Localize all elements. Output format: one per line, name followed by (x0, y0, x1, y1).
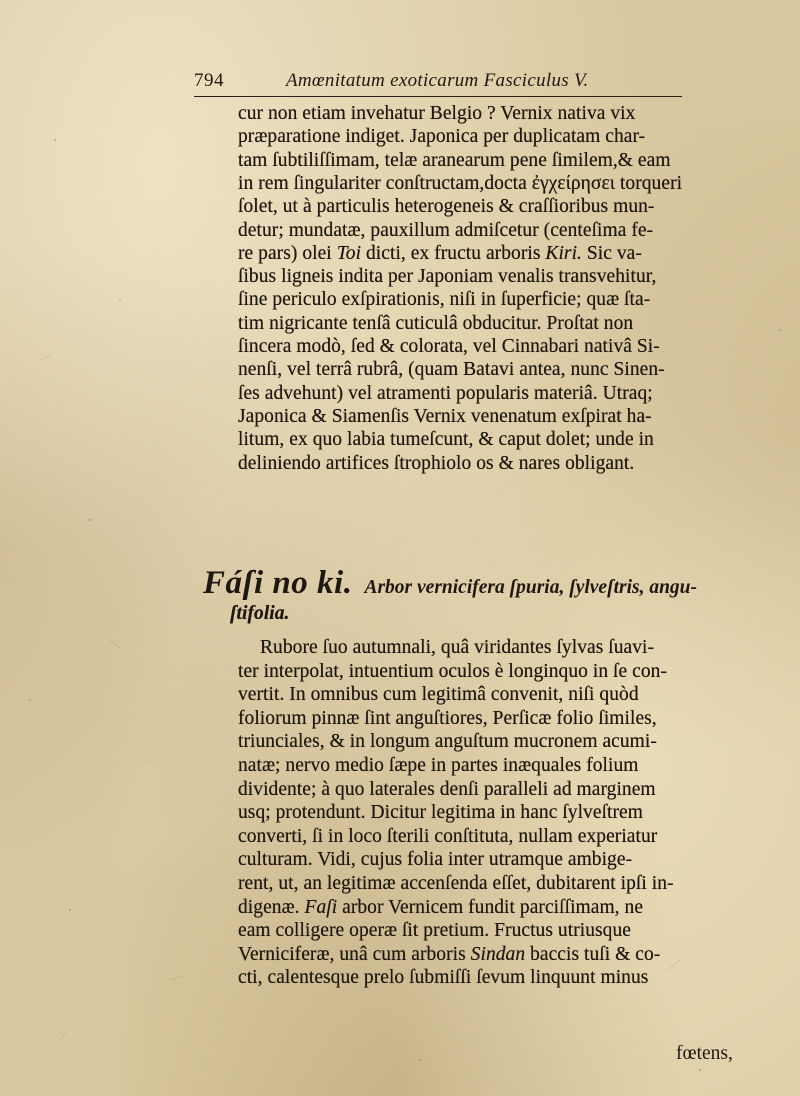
text-run: usq; protendunt. Dicitur legitima in hanc ſylveſtrem (238, 802, 643, 824)
text-line (238, 265, 656, 289)
text-line (238, 102, 635, 126)
text-run: præparatione indiget. Japonica per duplicatam char- (238, 126, 646, 148)
text-run: Sic va- (581, 242, 642, 264)
text-line (238, 452, 634, 476)
text-line (238, 825, 657, 849)
text-run: ſincera modò, ſed & colorata, vel Cinnabari nativâ Si- (238, 336, 660, 357)
text-run: culturam. Vidi, cujus folia inter utramque ambige- (238, 849, 633, 871)
text-run: nenſi, vel terrâ rubrâ, (quam Batavi antea, nunc Sinen- (238, 359, 665, 381)
text-line (238, 660, 667, 684)
text-run: re pars) olei (238, 242, 337, 264)
text-line (238, 730, 657, 754)
text-line (238, 358, 665, 382)
text-run: natæ; nervo medio ſæpe in partes inæquales folium (238, 755, 639, 776)
text-line (238, 382, 653, 406)
text-line (238, 219, 653, 243)
text-run: litum, ex quo labia tumeſcunt, & caput dolet; unde in (238, 429, 654, 451)
text-run: Verniciferæ, unâ cum arboris (238, 943, 471, 965)
italic-term: Faſi (304, 896, 338, 918)
text-line (238, 312, 633, 336)
text-line (260, 636, 654, 660)
text-run: deliniendo artifices ſtrophiolo os & nares obligant. (238, 452, 635, 474)
text-run: ſibus ligneis indita per Japoniam venalis transvehitur, (238, 266, 657, 288)
text-run: rent, ut, an legitimæ accenſenda eſſet, dubitarent ipſi in- (238, 873, 674, 894)
text-run: Japonica & Siamenſis Vernix venenatum exſpirat ha- (238, 405, 652, 427)
italic-term: Sindan (470, 943, 526, 965)
text-line (238, 801, 643, 825)
text-line (238, 754, 639, 778)
italic-term: Toi (336, 242, 362, 264)
running-head: Amœnitatum exoticarum Fasciculus V. (286, 70, 589, 91)
text-run: arbor Vernicem fundit parciſſimam, ne (337, 896, 644, 918)
catchword: fœtens, (676, 1043, 733, 1064)
text-line (238, 919, 631, 943)
text-run: triunciales, & in longum anguſtum mucronem acumi- (238, 731, 657, 753)
text-line (238, 848, 632, 872)
text-run: cti, calentesque prelo ſubmiſſi ſevum linquunt minus (238, 967, 649, 989)
text-line (238, 872, 674, 896)
text-line (238, 896, 643, 920)
text-run: ter interpolat, intuentium oculos è longinquo in ſe con- (238, 660, 667, 682)
entry-heading (203, 563, 697, 603)
text-run: digenæ. (238, 896, 305, 918)
entry-description: Arbor vernicifera ſpuria, ſylveſtris, angu- (364, 577, 698, 598)
text-line (238, 125, 645, 149)
text-run: eam colligere operæ ſit pretium. Fructus utriusque (238, 920, 631, 942)
text-run: detur; mundatæ, pauxillum admiſcetur (centeſima fe- (238, 219, 654, 241)
page-number: 794 (194, 70, 224, 91)
header-rule (194, 96, 682, 97)
text-run: Rubore ſuo autumnali, quâ viridantes ſylvas ſuavi- (260, 637, 655, 658)
text-run: vertit. In omnibus cum legitimâ convenit, niſi quòd (238, 684, 639, 706)
text-run: converti, ſi in loco ſterili conſtituta, nullam experiatur (238, 825, 658, 847)
text-line (238, 707, 657, 731)
text-run: baccis tuſi & co- (525, 943, 661, 965)
text-run: cur non etiam invehatur Belgio ? Vernix nativa vix (238, 103, 636, 124)
text-run: foliorum pinnæ ſint anguſtiores, Perſicæ folio ſimiles, (238, 707, 657, 729)
text-run: dicti, ex fructu arboris (361, 242, 546, 264)
text-run: tam ſubtiliſſimam, telæ aranearum pene ſimilem,& eam (238, 149, 671, 171)
text-line (238, 428, 654, 452)
text-line (238, 288, 650, 312)
text-line (238, 683, 639, 707)
text-line (238, 172, 682, 196)
text-line (238, 149, 671, 173)
text-run: ſes advehunt) vel atramenti popularis materiâ. Utraq; (238, 382, 653, 404)
italic-term: Kiri. (545, 242, 582, 264)
text-line (238, 966, 648, 990)
text-line (238, 943, 660, 967)
text-run: dividente; à quo laterales denſi paralleli ad marginem (238, 778, 656, 800)
entry-description-continued: ſtifolia. (230, 603, 290, 624)
text-run: ſine periculo exſpirationis, niſi in ſuperficie; quæ ſta- (238, 289, 651, 311)
text-line (238, 778, 656, 802)
text-run: in rem ſingulariter conſtructam,docta ἐγχείρησει torqueri (238, 172, 683, 194)
text-line (238, 335, 660, 359)
text-run: tim nigricante tenſâ cuticulâ obducitur. Proſtat non (238, 312, 634, 334)
text-line (238, 195, 654, 219)
entry-term: Fáſi no ki. (203, 565, 353, 601)
text-line (238, 405, 652, 429)
text-run: ſolet, ut à particulis heterogeneis & craſſioribus mun- (238, 196, 655, 218)
text-line (238, 242, 642, 266)
